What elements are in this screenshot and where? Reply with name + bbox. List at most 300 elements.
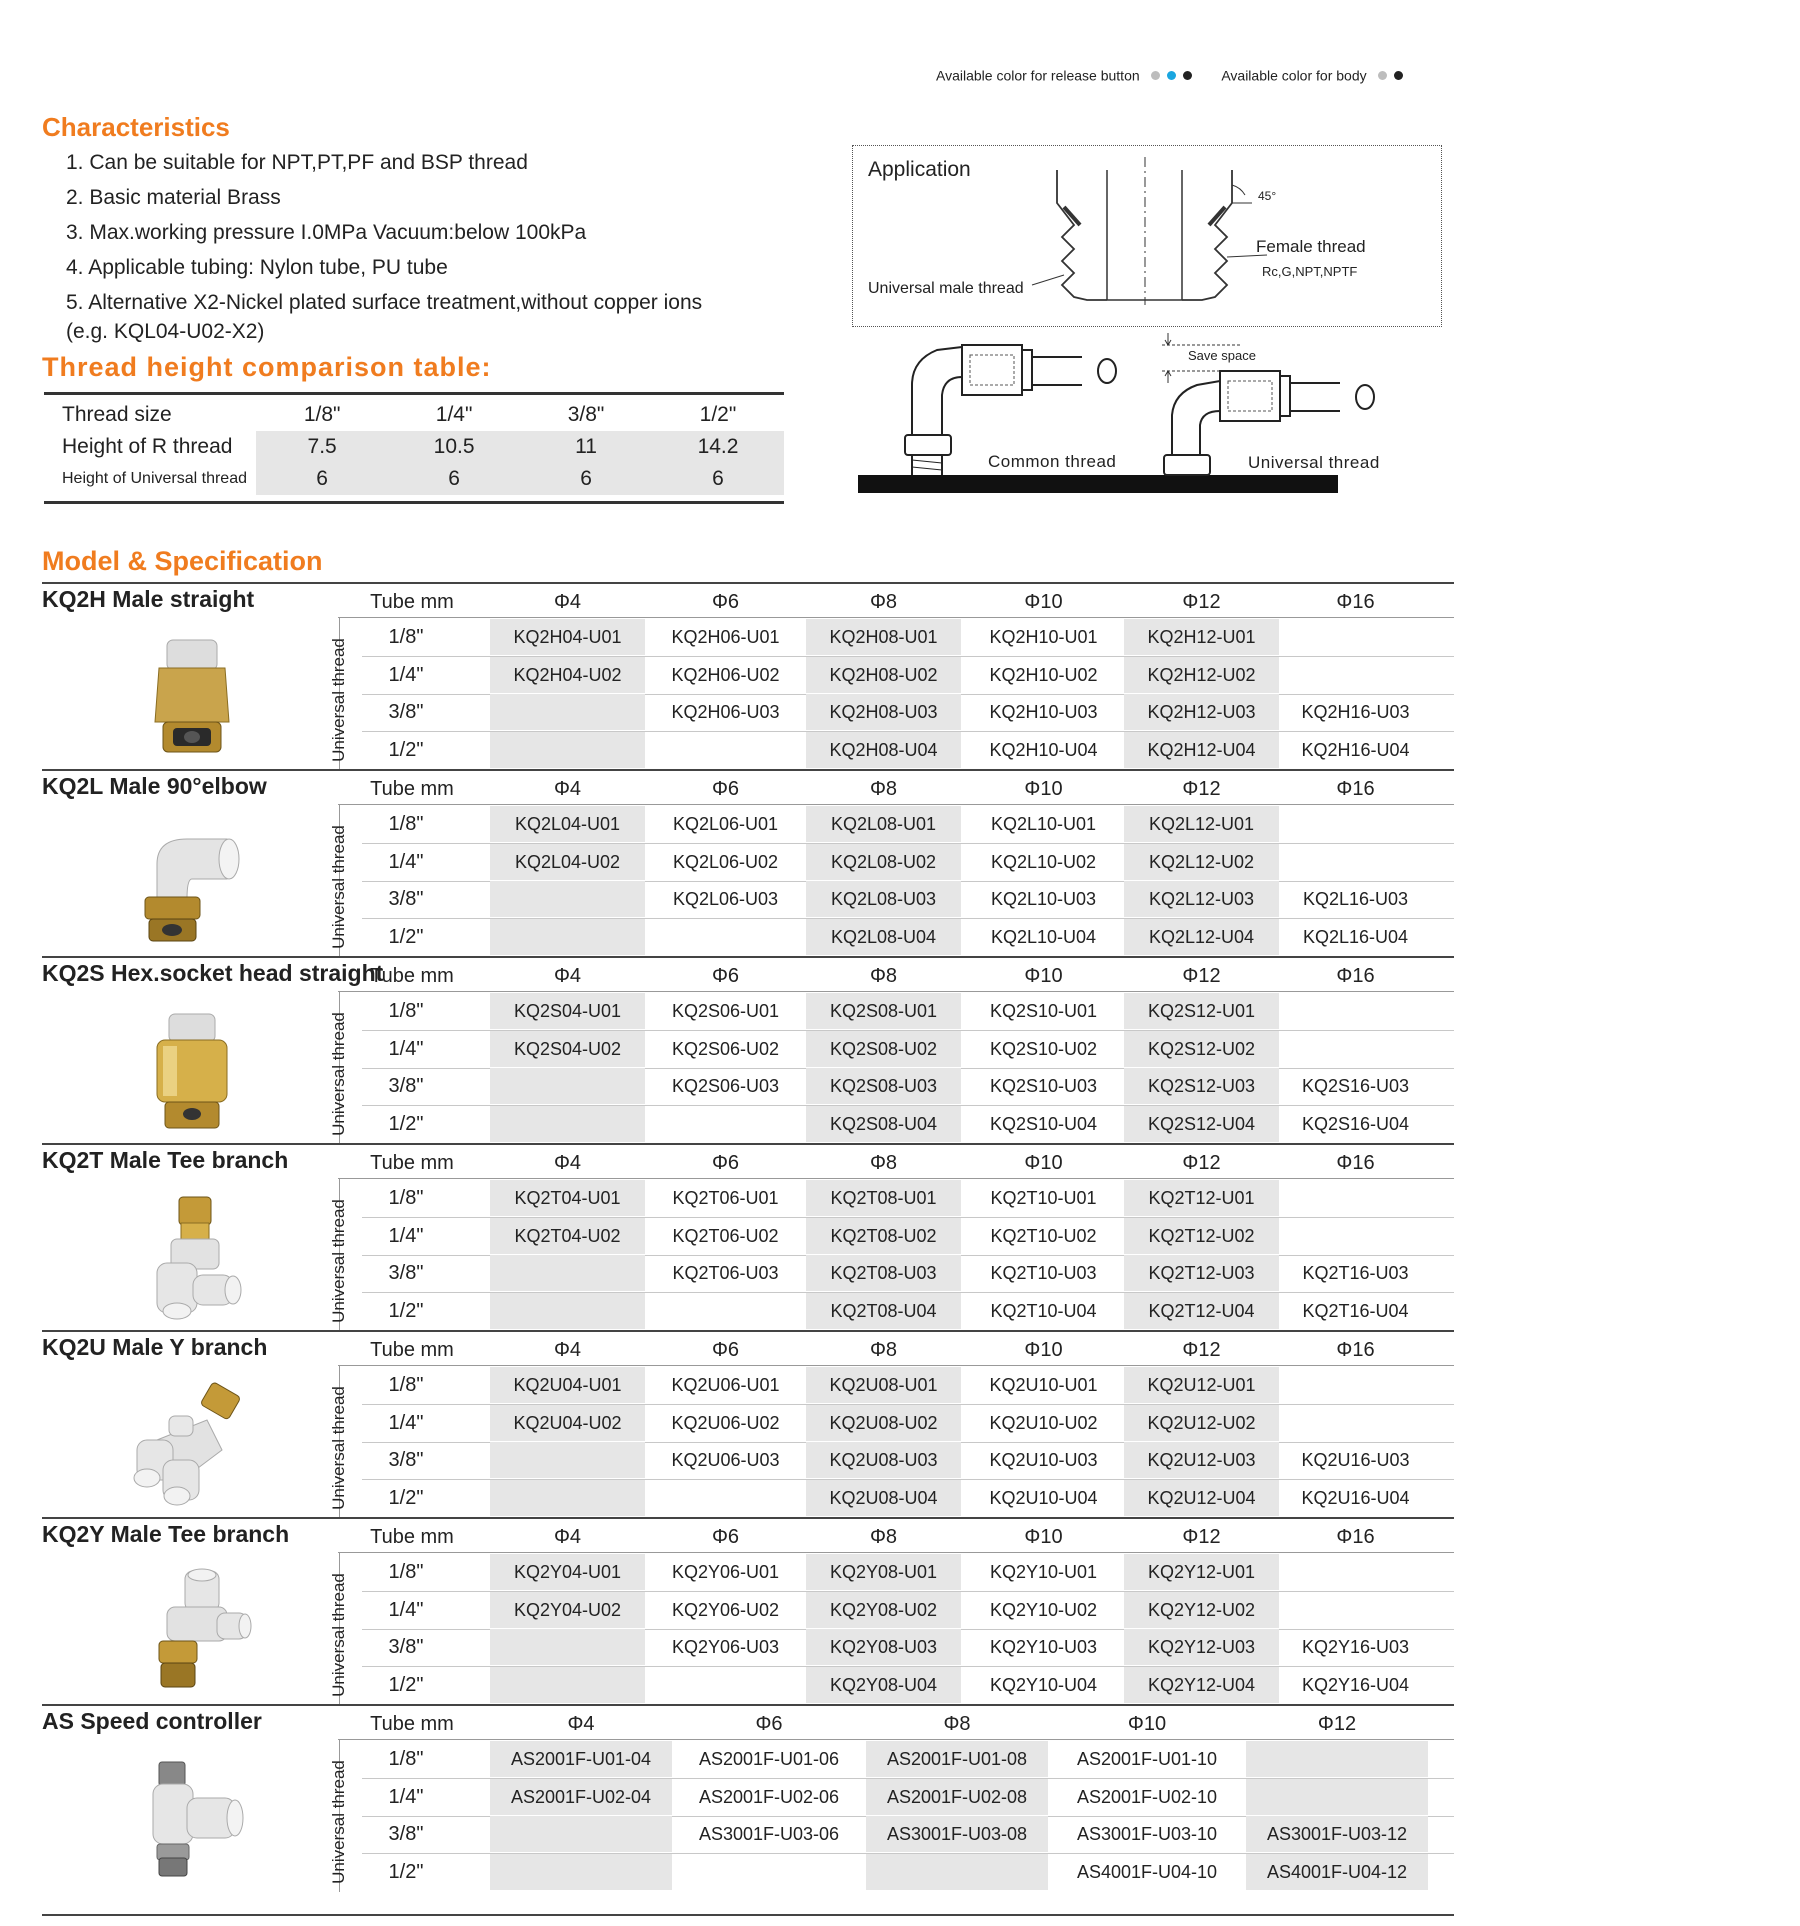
- thread-size-cell: 1/4": [388, 1411, 424, 1434]
- height-value: 10.5: [388, 431, 520, 463]
- model-number-cell: KQ2Y10-U02: [989, 1599, 1098, 1620]
- model-number-cell: AS2001F-U01-04: [490, 1741, 672, 1777]
- product-image: [97, 1193, 257, 1323]
- tube-mm-label: Tube mm: [370, 591, 454, 613]
- model-number-cell: [490, 1480, 645, 1516]
- model-number-cell: KQ2H06-U02: [671, 664, 780, 685]
- model-number-cell: KQ2U12-U01: [1124, 1367, 1279, 1403]
- model-number-cell: KQ2U10-U03: [989, 1450, 1098, 1470]
- tube-size-header: Φ12: [1182, 1152, 1221, 1174]
- tube-size-header: Φ6: [711, 1339, 740, 1361]
- model-number-cell: KQ2T06-U01: [672, 1188, 779, 1208]
- thread-size-cell: 1/2": [388, 738, 424, 761]
- model-number-cell: KQ2Y10-U04: [989, 1674, 1098, 1695]
- model-number-cell: [648, 1106, 803, 1142]
- universal-thread-side-label: [327, 1191, 351, 1331]
- model-number-cell: KQ2L10-U04: [990, 926, 1097, 947]
- model-number-cell: KQ2U04-U01: [490, 1367, 645, 1403]
- tube-size-header: Φ16: [1336, 1152, 1375, 1174]
- model-number-cell: KQ2Y16-U03: [1301, 1637, 1410, 1657]
- thread-size: 3/8": [567, 403, 605, 426]
- tube-size-header: Φ4: [553, 965, 582, 987]
- model-number-cell: KQ2L10-U03: [990, 889, 1097, 909]
- model-number-cell: KQ2T10-U01: [990, 1188, 1097, 1208]
- thread-size: 1/8": [303, 403, 341, 426]
- tube-size-header: Φ8: [869, 1152, 898, 1174]
- model-number-cell: [490, 1442, 645, 1478]
- model-number-cell: KQ2Y08-U01: [806, 1554, 961, 1590]
- model-number-cell: KQ2Y04-U02: [490, 1592, 645, 1628]
- color-swatch: [1151, 71, 1160, 80]
- model-number-cell: KQ2H16-U03: [1301, 702, 1410, 722]
- model-number-cell: [678, 1854, 860, 1890]
- model-number-cell: KQ2H12-U02: [1124, 657, 1279, 693]
- model-number-cell: KQ2L12-U04: [1124, 919, 1279, 955]
- model-number-cell: KQ2Y10-U01: [989, 1562, 1098, 1582]
- model-number-cell: KQ2T10-U04: [990, 1300, 1097, 1321]
- model-number-cell: [1278, 993, 1433, 1029]
- characteristics-title: Characteristics: [42, 112, 230, 142]
- save-space-label: Save space: [1188, 348, 1256, 363]
- thread-size-cell: 1/2": [388, 925, 424, 948]
- model-number-cell: KQ2U08-U03: [806, 1442, 961, 1478]
- model-number-cell: KQ2S12-U01: [1124, 993, 1279, 1029]
- model-number-cell: [490, 732, 645, 768]
- model-number-cell: KQ2S08-U03: [806, 1068, 961, 1104]
- model-number-cell: KQ2U12-U02: [1124, 1405, 1279, 1441]
- model-number-cell: KQ2S08-U02: [806, 1031, 961, 1067]
- model-number-cell: KQ2L08-U04: [806, 919, 961, 955]
- model-number-cell: KQ2L06-U03: [672, 889, 779, 909]
- tube-mm-label: Tube mm: [370, 1713, 454, 1735]
- model-number-cell: KQ2Y12-U01: [1124, 1554, 1279, 1590]
- model-number-cell: KQ2L10-U01: [990, 814, 1097, 834]
- thread-size-cell: 1/4": [388, 1037, 424, 1060]
- color-swatch: [1378, 71, 1387, 80]
- model-number-cell: [1278, 1592, 1433, 1628]
- model-number-cell: [866, 1854, 1048, 1890]
- model-number-cell: KQ2S08-U04: [806, 1106, 961, 1142]
- model-number-cell: KQ2L10-U02: [990, 851, 1097, 872]
- model-number-cell: KQ2T08-U04: [806, 1293, 961, 1329]
- model-number-cell: [1246, 1741, 1428, 1777]
- spec-block: [42, 769, 1454, 957]
- row-label: Height of R thread: [62, 435, 233, 458]
- model-number-cell: KQ2S10-U03: [989, 1076, 1098, 1096]
- application-title: Application: [868, 158, 971, 181]
- tube-size-header: Φ4: [553, 778, 582, 800]
- tube-size-header: Φ6: [711, 1152, 740, 1174]
- model-number-cell: KQ2U04-U02: [490, 1405, 645, 1441]
- model-number-cell: KQ2Y12-U04: [1124, 1667, 1279, 1703]
- model-number-cell: AS2001F-U01-10: [1076, 1749, 1218, 1769]
- model-number-cell: KQ2S12-U02: [1124, 1031, 1279, 1067]
- characteristic-item: 1. Can be suitable for NPT,PT,PF and BSP thread: [66, 151, 528, 174]
- model-number-cell: KQ2Y06-U03: [671, 1637, 780, 1657]
- height-value: 14.2: [652, 431, 784, 463]
- model-number-cell: KQ2L16-U03: [1302, 889, 1409, 909]
- model-number-cell: [648, 1480, 803, 1516]
- universal-thread-side-label: [327, 817, 351, 957]
- model-number-cell: KQ2S16-U03: [1301, 1076, 1410, 1096]
- model-number-cell: KQ2U06-U01: [671, 1375, 780, 1395]
- characteristic-item: 3. Max.working pressure I.0MPa Vacuum:below 100kPa: [66, 221, 587, 244]
- tube-mm-label: Tube mm: [370, 778, 454, 800]
- thread-size-cell: 1/4": [388, 1598, 424, 1621]
- spec-block: [42, 1330, 1454, 1518]
- model-number-cell: KQ2T12-U01: [1124, 1180, 1279, 1216]
- model-number-cell: KQ2H10-U04: [989, 739, 1098, 760]
- universal-thread-label: Universal thread: [1248, 453, 1380, 472]
- model-number-cell: KQ2T10-U02: [990, 1225, 1097, 1246]
- model-number-cell: [490, 1106, 645, 1142]
- tube-size-header: Φ10: [1024, 1339, 1063, 1361]
- model-number-cell: [1278, 1031, 1433, 1067]
- tube-size-header: Φ8: [869, 1339, 898, 1361]
- model-number-cell: KQ2U06-U02: [671, 1412, 780, 1433]
- model-number-cell: KQ2L12-U03: [1124, 881, 1279, 917]
- tube-mm-label: Tube mm: [370, 1526, 454, 1548]
- model-number-cell: KQ2Y04-U01: [490, 1554, 645, 1590]
- model-number-cell: KQ2S08-U01: [806, 993, 961, 1029]
- model-number-cell: AS2001F-U02-08: [866, 1779, 1048, 1815]
- tube-size-header: Φ12: [1182, 591, 1221, 613]
- model-number-cell: KQ2Y12-U03: [1124, 1629, 1279, 1665]
- model-number-cell: KQ2Y08-U03: [806, 1629, 961, 1665]
- model-number-cell: KQ2S06-U02: [671, 1038, 780, 1059]
- product-image: [97, 1380, 257, 1510]
- model-number-cell: AS2001F-U01-08: [866, 1741, 1048, 1777]
- model-number-cell: KQ2U16-U04: [1301, 1487, 1410, 1508]
- model-number-cell: KQ2U12-U04: [1124, 1480, 1279, 1516]
- tube-size-header: Φ12: [1182, 965, 1221, 987]
- tube-size-header: Φ16: [1336, 965, 1375, 987]
- model-number-cell: [648, 1667, 803, 1703]
- product-name: AS Speed controller: [42, 1708, 262, 1734]
- model-number-cell: KQ2H16-U04: [1301, 739, 1410, 760]
- release-color-label: Available color for release button: [936, 67, 1140, 84]
- thread-size-cell: 1/2": [388, 1673, 424, 1696]
- thread-size-cell: 1/2": [388, 1299, 424, 1322]
- thread-size: 1/4": [435, 403, 473, 426]
- tube-mm-label: Tube mm: [370, 1339, 454, 1361]
- model-number-cell: KQ2T08-U02: [806, 1218, 961, 1254]
- spec-block: [42, 1704, 1454, 1892]
- model-number-cell: [1278, 806, 1433, 842]
- thread-size-cell: 1/8": [388, 1561, 424, 1583]
- model-number-cell: KQ2L08-U02: [806, 844, 961, 880]
- thread-size-cell: 1/2": [388, 1486, 424, 1509]
- model-number-cell: KQ2L16-U04: [1302, 926, 1409, 947]
- characteristic-item: 5. Alternative X2-Nickel plated surface treatment,without copper ions: [66, 291, 703, 314]
- bottom-rule: [42, 1914, 1454, 1916]
- model-number-cell: KQ2Y08-U04: [806, 1667, 961, 1703]
- model-number-cell: AS3001F-U03-10: [1076, 1824, 1218, 1844]
- model-number-cell: AS3001F-U03-12: [1246, 1816, 1428, 1852]
- model-number-cell: KQ2U08-U04: [806, 1480, 961, 1516]
- thread-size-cell: 1/8": [388, 1187, 424, 1209]
- thread-size-cell: 3/8": [388, 1262, 424, 1284]
- height-value: 6: [652, 463, 784, 495]
- tube-size-header: Φ16: [1336, 1339, 1375, 1361]
- spec-block: [42, 1143, 1454, 1331]
- model-number-cell: AS3001F-U03-08: [866, 1816, 1048, 1852]
- tube-size-header: Φ4: [567, 1713, 595, 1735]
- side-label-text: Universal thread: [329, 1760, 348, 1884]
- thread-size: 1/2": [699, 403, 737, 426]
- tube-size-header: Φ10: [1024, 1526, 1063, 1548]
- model-number-cell: AS3001F-U03-06: [698, 1824, 840, 1844]
- thread-size-cell: 3/8": [388, 1636, 424, 1658]
- body-color-label: Available color for body: [1221, 67, 1367, 84]
- tube-size-header: Φ8: [869, 591, 898, 613]
- male-thread-label: Universal male thread: [868, 280, 1024, 297]
- thread-size-cell: 1/2": [388, 1860, 424, 1883]
- tube-size-header: Φ10: [1024, 1152, 1063, 1174]
- model-number-cell: KQ2U10-U04: [989, 1487, 1098, 1508]
- model-number-cell: KQ2T16-U04: [1302, 1300, 1409, 1321]
- tube-size-header: Φ12: [1182, 778, 1221, 800]
- tube-size-header: Φ8: [869, 1526, 898, 1548]
- product-image: [97, 632, 257, 762]
- model-number-cell: KQ2H08-U04: [806, 732, 961, 768]
- model-number-cell: [490, 881, 645, 917]
- model-number-cell: KQ2H08-U02: [806, 657, 961, 693]
- model-number-cell: KQ2H10-U01: [989, 627, 1098, 647]
- tube-mm-label: Tube mm: [370, 965, 454, 987]
- model-number-cell: KQ2S12-U03: [1124, 1068, 1279, 1104]
- thread-size-cell: 1/8": [388, 626, 424, 648]
- model-number-cell: KQ2S12-U04: [1124, 1106, 1279, 1142]
- model-number-cell: KQ2U08-U02: [806, 1405, 961, 1441]
- tube-size-header: Φ4: [553, 591, 582, 613]
- model-number-cell: KQ2S16-U04: [1301, 1113, 1410, 1134]
- spec-block: [42, 582, 1454, 770]
- model-number-cell: [490, 1854, 672, 1890]
- female-thread-label: Female thread: [1256, 237, 1366, 256]
- model-number-cell: KQ2Y06-U02: [671, 1599, 780, 1620]
- side-label-text: Universal thread: [329, 1199, 348, 1323]
- model-number-cell: [1278, 844, 1433, 880]
- model-number-cell: KQ2S04-U02: [490, 1031, 645, 1067]
- model-number-cell: KQ2H10-U03: [989, 702, 1098, 722]
- product-name: KQ2S Hex.socket head straight: [42, 960, 384, 986]
- spec-block: [42, 1517, 1454, 1705]
- universal-thread-side-label: [327, 1565, 351, 1705]
- model-number-cell: KQ2Y16-U04: [1301, 1674, 1410, 1695]
- tube-size-header: Φ16: [1336, 778, 1375, 800]
- thread-size-cell: 1/8": [388, 1374, 424, 1396]
- tube-size-header: Φ12: [1182, 1339, 1221, 1361]
- model-number-cell: KQ2T12-U03: [1124, 1255, 1279, 1291]
- model-number-cell: [490, 694, 645, 730]
- model-number-cell: KQ2Y12-U02: [1124, 1592, 1279, 1628]
- model-number-cell: KQ2S06-U03: [671, 1076, 780, 1096]
- model-number-cell: KQ2Y06-U01: [671, 1562, 780, 1582]
- tube-mm-label: Tube mm: [370, 1152, 454, 1174]
- model-number-cell: KQ2H08-U03: [806, 694, 961, 730]
- model-number-cell: AS2001F-U02-10: [1076, 1786, 1218, 1807]
- model-number-cell: KQ2H04-U02: [490, 657, 645, 693]
- thread-size-cell: 3/8": [388, 1823, 424, 1845]
- model-number-cell: AS2001F-U02-04: [490, 1779, 672, 1815]
- model-number-cell: [648, 732, 803, 768]
- thread-size-cell: 1/4": [388, 1785, 424, 1808]
- model-number-cell: KQ2H06-U01: [671, 627, 780, 647]
- thread-size-cell: 3/8": [388, 1075, 424, 1097]
- model-number-cell: KQ2H12-U04: [1124, 732, 1279, 768]
- universal-thread-side-label: [327, 1004, 351, 1144]
- tube-size-header: Φ16: [1336, 591, 1375, 613]
- model-number-cell: [648, 919, 803, 955]
- model-number-cell: KQ2T12-U04: [1124, 1293, 1279, 1329]
- model-number-cell: KQ2T04-U02: [490, 1218, 645, 1254]
- thread-height-table: [44, 392, 784, 504]
- model-spec-title: Model & Specification: [42, 546, 323, 576]
- product-name: KQ2U Male Y branch: [42, 1334, 268, 1360]
- thread-size-cell: 1/8": [388, 1748, 424, 1770]
- universal-thread-side-label: [327, 1378, 351, 1518]
- model-number-cell: KQ2L04-U01: [490, 806, 645, 842]
- side-label-text: Universal thread: [329, 1386, 348, 1510]
- characteristics-list: [66, 145, 702, 320]
- color-legend: [936, 66, 1403, 83]
- model-number-cell: KQ2T08-U03: [806, 1255, 961, 1291]
- model-number-cell: [490, 919, 645, 955]
- tube-size-header: Φ4: [553, 1152, 582, 1174]
- model-number-cell: [1278, 1218, 1433, 1254]
- model-number-cell: KQ2H10-U02: [989, 664, 1098, 685]
- model-number-cell: KQ2H12-U03: [1124, 694, 1279, 730]
- tube-size-header: Φ6: [711, 591, 740, 613]
- height-value: 11: [520, 431, 652, 463]
- thread-diagram: [852, 145, 1442, 495]
- model-number-cell: KQ2L04-U02: [490, 844, 645, 880]
- model-number-cell: KQ2U10-U01: [989, 1375, 1098, 1395]
- model-number-cell: KQ2T16-U03: [1302, 1263, 1409, 1283]
- product-name: KQ2H Male straight: [42, 586, 255, 612]
- characteristic-item: 2. Basic material Brass: [66, 186, 281, 209]
- model-number-cell: [490, 1293, 645, 1329]
- model-number-cell: KQ2L12-U01: [1124, 806, 1279, 842]
- model-number-cell: [1278, 1554, 1433, 1590]
- model-number-cell: KQ2S10-U04: [989, 1113, 1098, 1134]
- product-name: KQ2Y Male Tee branch: [42, 1521, 290, 1547]
- model-number-cell: [1246, 1779, 1428, 1815]
- model-number-cell: [1278, 1180, 1433, 1216]
- model-number-cell: AS4001F-U04-12: [1246, 1854, 1428, 1890]
- model-number-cell: [490, 1816, 672, 1852]
- tube-size-header: Φ10: [1127, 1713, 1167, 1735]
- height-value: 6: [256, 463, 388, 495]
- model-number-cell: KQ2H08-U01: [806, 619, 961, 655]
- thread-size-cell: 1/4": [388, 850, 424, 873]
- model-number-cell: [490, 1629, 645, 1665]
- color-swatch: [1183, 71, 1192, 80]
- model-number-cell: [490, 1068, 645, 1104]
- model-number-cell: KQ2U06-U03: [671, 1450, 780, 1470]
- model-number-cell: KQ2T08-U01: [806, 1180, 961, 1216]
- product-name: KQ2L Male 90°elbow: [42, 773, 267, 799]
- thread-size-cell: 3/8": [388, 1449, 424, 1471]
- model-number-cell: [1278, 657, 1433, 693]
- thread-table-title: Thread height comparison table:: [42, 352, 492, 382]
- spec-block: [42, 956, 1454, 1144]
- model-number-cell: KQ2L08-U01: [806, 806, 961, 842]
- model-number-cell: [490, 1667, 645, 1703]
- tube-size-header: Φ6: [711, 778, 740, 800]
- model-number-cell: KQ2U12-U03: [1124, 1442, 1279, 1478]
- tube-size-header: Φ10: [1024, 965, 1063, 987]
- height-value: 6: [388, 463, 520, 495]
- thread-size-cell: 3/8": [388, 888, 424, 910]
- model-number-cell: KQ2S04-U01: [490, 993, 645, 1029]
- tube-size-header: Φ8: [869, 778, 898, 800]
- thread-size-cell: 1/4": [388, 1224, 424, 1247]
- height-value: 6: [520, 463, 652, 495]
- thread-size-cell: 1/8": [388, 1000, 424, 1022]
- tube-size-header: Φ16: [1336, 1526, 1375, 1548]
- thread-size-cell: 3/8": [388, 701, 424, 723]
- model-number-cell: KQ2U08-U01: [806, 1367, 961, 1403]
- product-name: KQ2T Male Tee branch: [42, 1147, 289, 1173]
- universal-thread-side-label: [327, 1752, 351, 1892]
- color-swatch: [1167, 71, 1176, 80]
- thread-size-cell: 1/4": [388, 663, 424, 686]
- color-swatch: [1394, 71, 1403, 80]
- model-number-cell: KQ2L12-U02: [1124, 844, 1279, 880]
- model-number-cell: AS2001F-U02-06: [698, 1786, 840, 1807]
- model-number-cell: AS2001F-U01-06: [698, 1749, 840, 1769]
- thread-size-cell: 1/8": [388, 813, 424, 835]
- model-number-cell: KQ2T06-U02: [672, 1225, 779, 1246]
- model-number-cell: KQ2L06-U02: [672, 851, 779, 872]
- product-image: [97, 1006, 257, 1136]
- model-number-cell: KQ2Y10-U03: [989, 1637, 1098, 1657]
- row-label: Height of Universal thread: [62, 470, 247, 487]
- model-number-cell: KQ2Y08-U02: [806, 1592, 961, 1628]
- tube-size-header: Φ8: [943, 1713, 971, 1735]
- product-image: [97, 819, 257, 949]
- tube-size-header: Φ10: [1024, 591, 1063, 613]
- model-number-cell: KQ2H12-U01: [1124, 619, 1279, 655]
- model-number-cell: KQ2T12-U02: [1124, 1218, 1279, 1254]
- side-label-text: Universal thread: [329, 825, 348, 949]
- side-label-text: Universal thread: [329, 638, 348, 762]
- tube-size-header: Φ6: [711, 1526, 740, 1548]
- common-thread-label: Common thread: [988, 452, 1117, 471]
- r-thread-row: [44, 431, 784, 463]
- model-number-cell: KQ2U16-U03: [1301, 1450, 1410, 1470]
- universal-thread-side-label: [327, 630, 351, 770]
- model-number-cell: [1278, 619, 1433, 655]
- model-number-cell: KQ2T10-U03: [990, 1263, 1097, 1283]
- tube-size-header: Φ12: [1182, 1526, 1221, 1548]
- model-number-cell: KQ2S10-U01: [989, 1001, 1098, 1021]
- model-number-cell: KQ2S06-U01: [671, 1001, 780, 1021]
- tube-size-header: Φ4: [553, 1339, 582, 1361]
- model-number-cell: AS4001F-U04-10: [1076, 1861, 1218, 1882]
- thread-size-row: [44, 399, 784, 431]
- model-number-cell: KQ2L06-U01: [672, 814, 779, 834]
- tube-size-header: Φ6: [755, 1713, 783, 1735]
- height-value: 7.5: [256, 431, 388, 463]
- characteristics-note: (e.g. KQL04-U02-X2): [66, 320, 265, 343]
- model-number-cell: KQ2T04-U01: [490, 1180, 645, 1216]
- tube-size-header: Φ12: [1317, 1713, 1357, 1735]
- characteristic-item: 4. Applicable tubing: Nylon tube, PU tube: [66, 256, 448, 279]
- tube-size-header: Φ8: [869, 965, 898, 987]
